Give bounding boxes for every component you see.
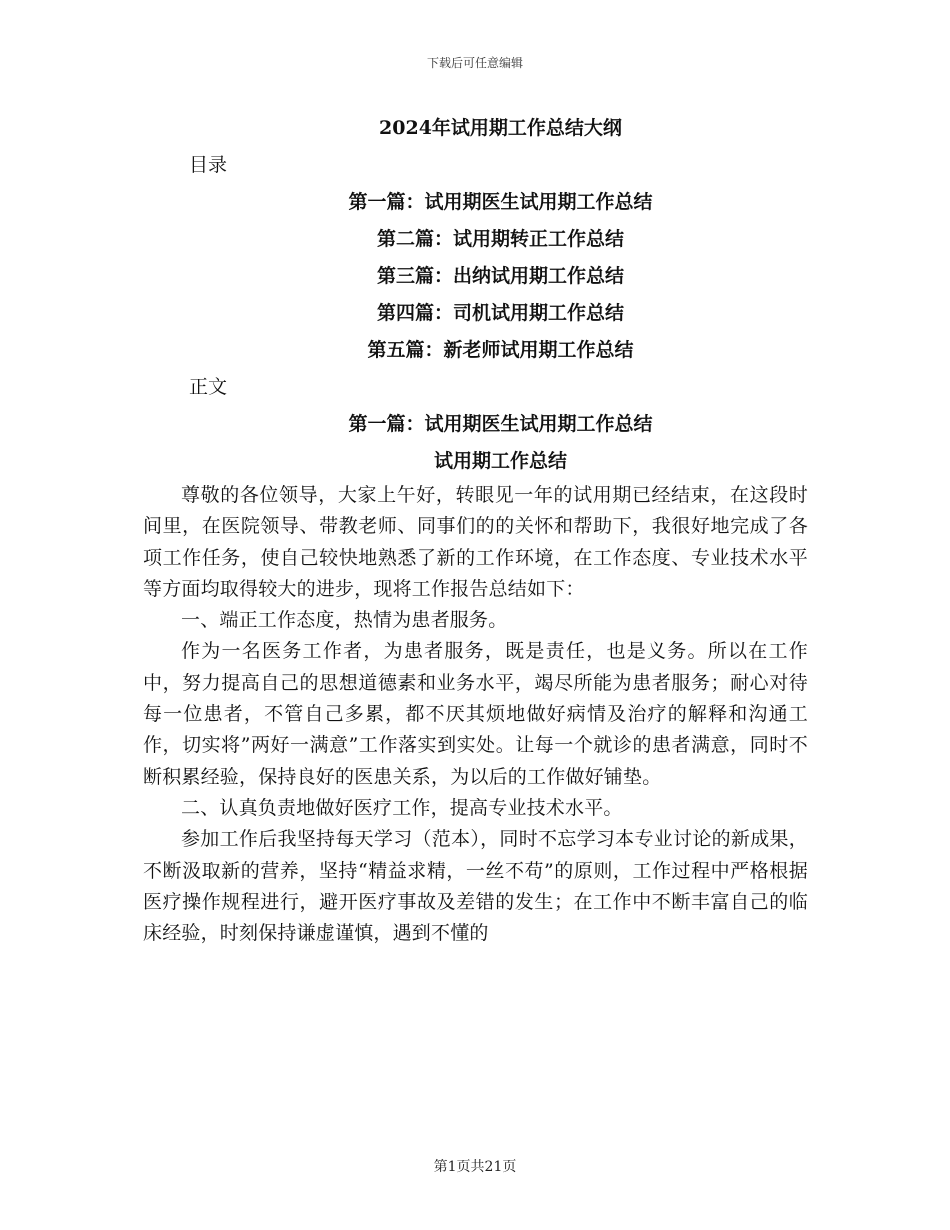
section-title: 第一篇：试用期医生试用期工作总结 [348, 413, 653, 435]
document-body [143, 110, 808, 949]
toc-item: 第四篇：司机试用期工作总结 [376, 302, 624, 324]
toc-item: 第三篇：出纳试用期工作总结 [376, 265, 624, 287]
toc-item: 第二篇：试用期转正工作总结 [376, 228, 624, 250]
paragraph: 尊敬的各位领导，大家上午好，转眼见一年的试用期已经结束，在这段时间里，在医院领导、带教老师、同事们的的关怀和帮助下，我很好地完成了各项工作任务，使自己较快地熟悉了新的工作环境，在工作态度、专业技术水平等方面均取得较大的进步，现将工作报告总结如下： [143, 484, 808, 600]
toc-label: 目录 [189, 154, 228, 176]
page-header: 下载后可任意编辑 [426, 56, 523, 70]
paragraph-heading: 二、认真负责地做好医疗工作，提高专业技术水平。 [181, 796, 623, 819]
document-title: 2024年试用期工作总结大纲 [379, 117, 622, 139]
page-footer: 第1页共21页 [433, 1159, 517, 1175]
paragraph-heading: 一、端正工作态度，热情为患者服务。 [181, 609, 508, 632]
toc-item: 第一篇：试用期医生试用期工作总结 [348, 191, 653, 213]
toc-item: 第五篇：新老师试用期工作总结 [367, 339, 634, 361]
section-subtitle: 试用期工作总结 [433, 450, 567, 472]
paragraph: 参加工作后我坚持每天学习（范本），同时不忘学习本专业讨论的新成果，不断汲取新的营养，坚持“精益求精，一丝不苟”的原则，工作过程中严格根据医疗操作规程进行，避开医疗事故及差错的发生；在工作中不断丰富自己的临床经验，时刻保持谦虚谨慎，遇到不懂的 [143, 828, 808, 945]
body-label: 正文 [189, 376, 228, 398]
paragraph: 作为一名医务工作者，为患者服务，既是责任，也是义务。所以在工作中，努力提高自己的思想道德素和业务水平，竭尽所能为患者服务；耐心对待每一位患者，不管自己多累，都不厌其烦地做好病情及治疗的解释和沟通工作，切实将”两好一满意”工作落实到实处。让每一个就诊的患者满意，同时不断积累经验，保持良好的医患关系，为以后的工作做好铺垫。 [143, 640, 808, 788]
